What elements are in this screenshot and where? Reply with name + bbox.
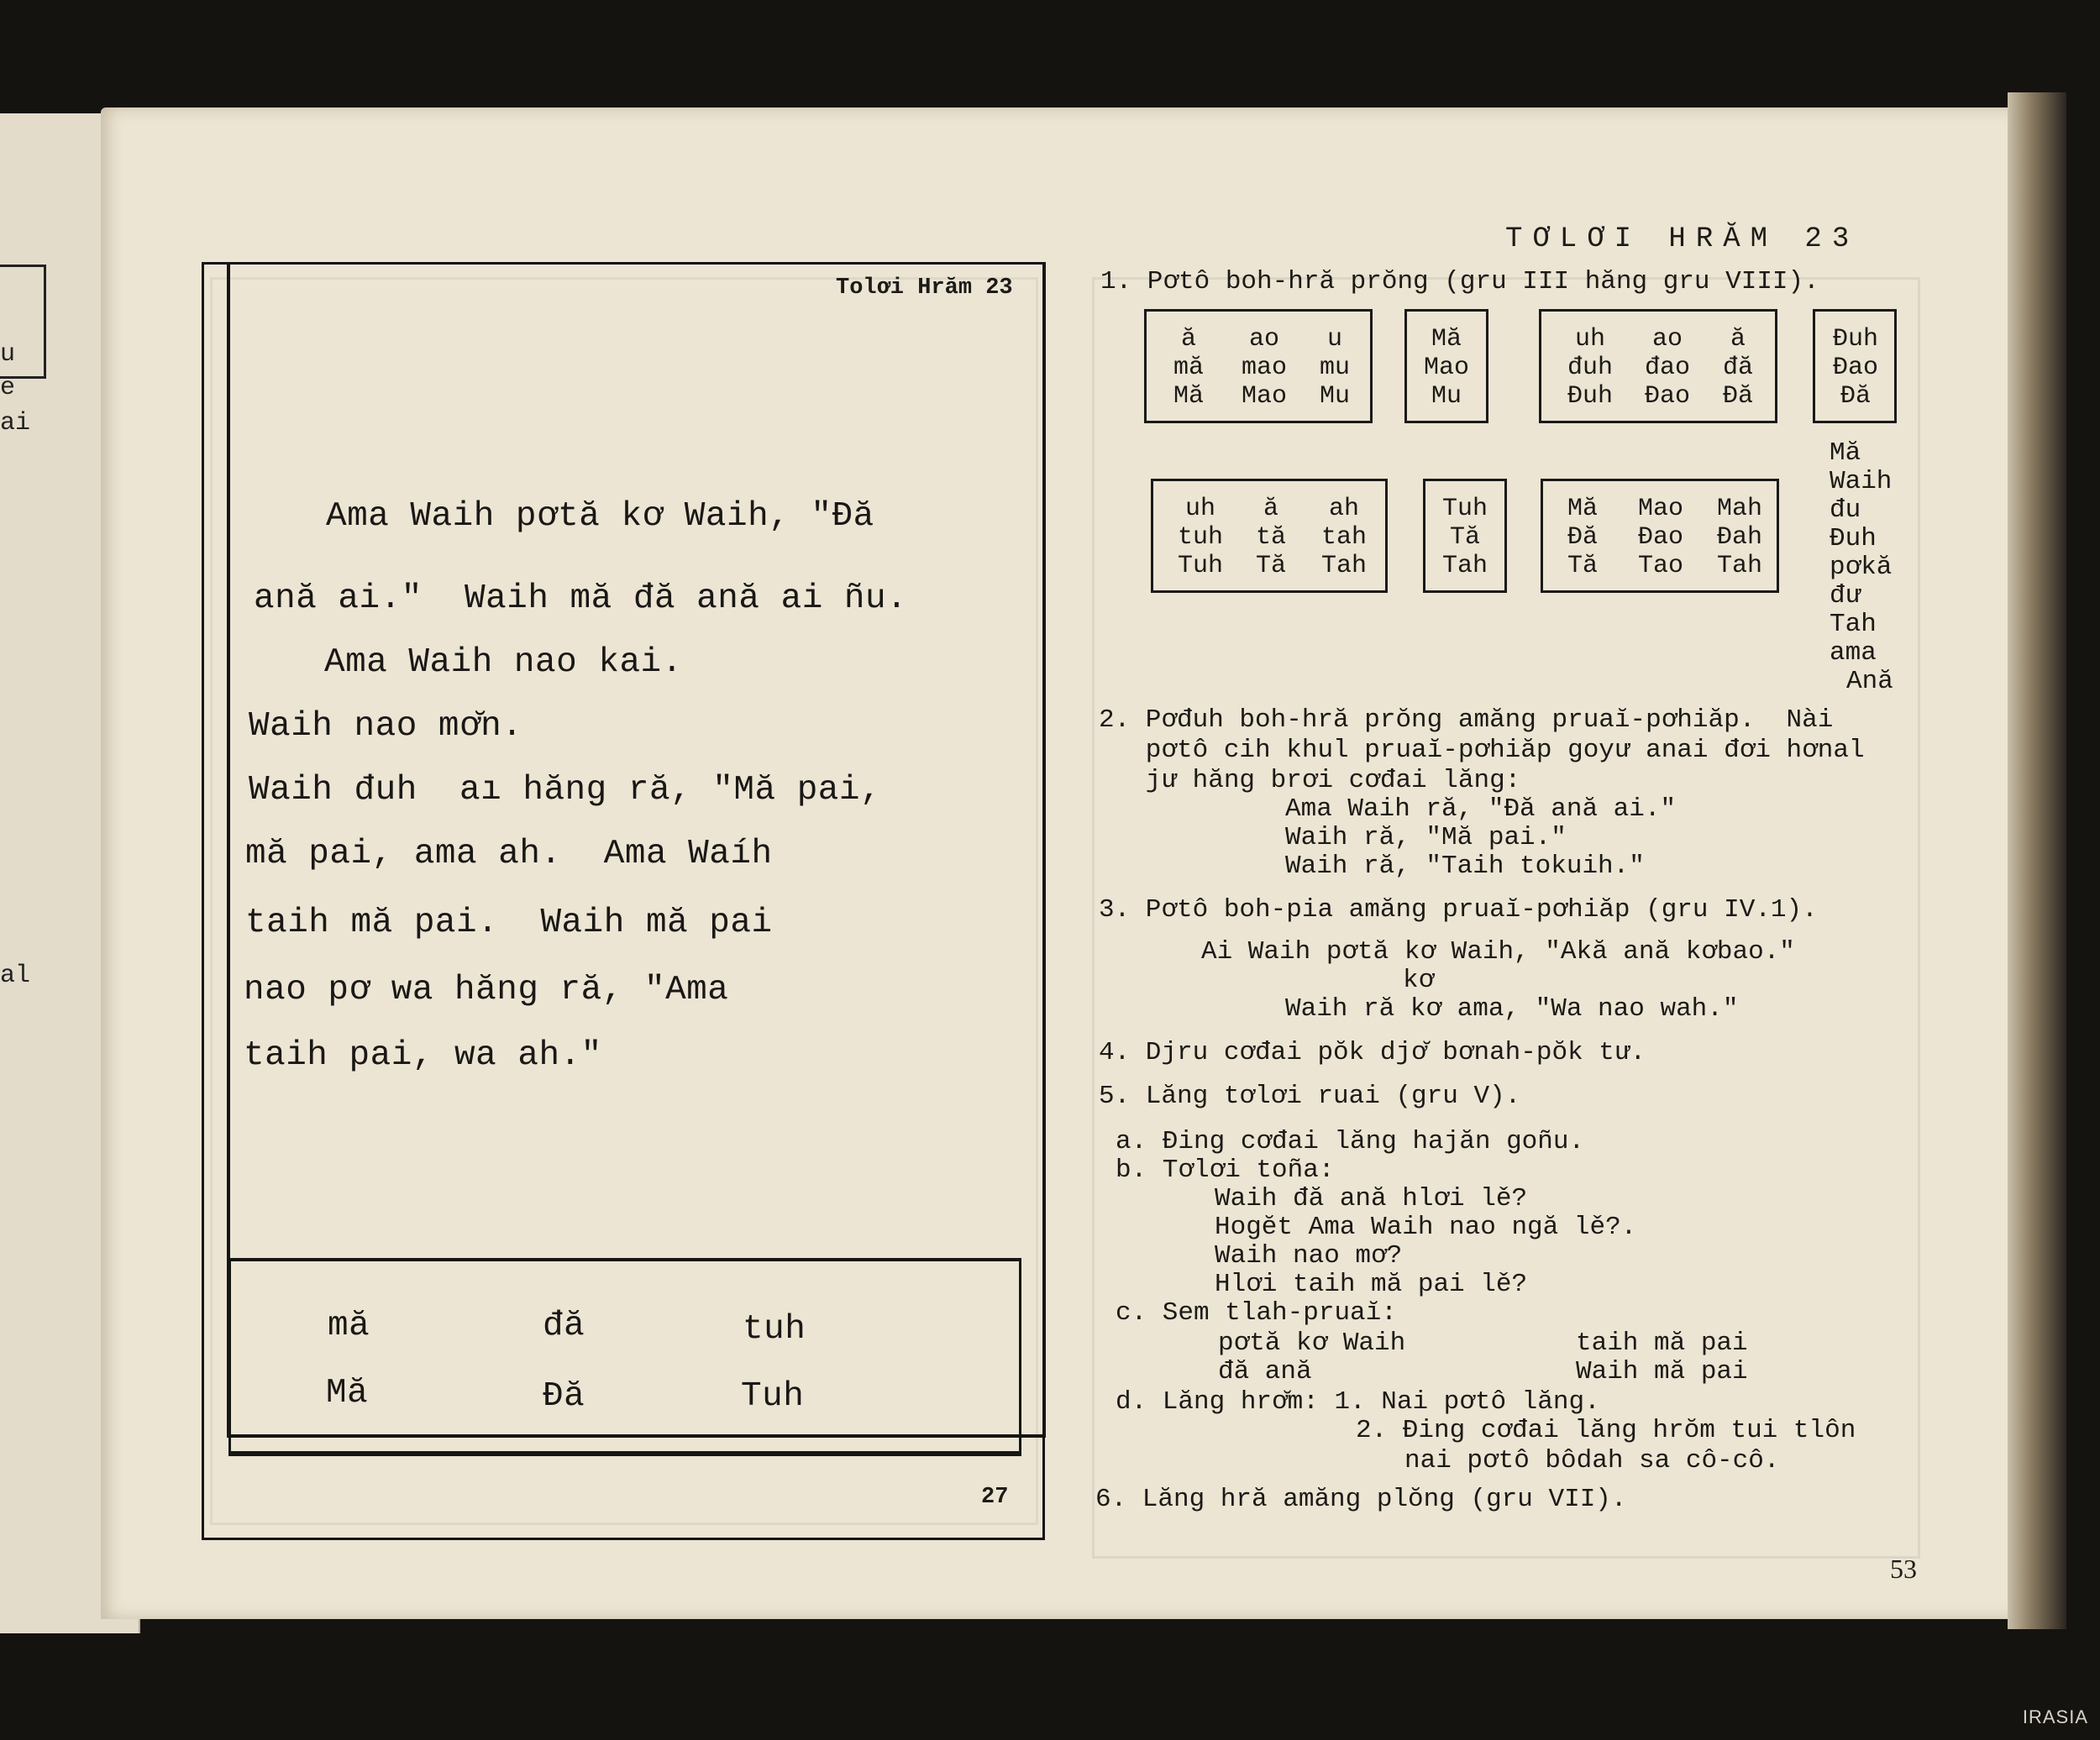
letter-cell: uh	[1184, 495, 1215, 523]
letter-cell: Đah	[1716, 523, 1762, 552]
letter-cell: Mah	[1716, 495, 1762, 523]
instruction-line: c. Sem tlah-pruaĭ:	[1116, 1298, 1397, 1328]
side-word: đư	[1830, 581, 1861, 611]
instruction-line: pơtă kơ Waih	[1218, 1329, 1406, 1358]
instruction-line: d. Lăng hrơ̆m: 1. Nai pơtô lăng.	[1116, 1387, 1600, 1417]
letter-box	[1541, 479, 1779, 593]
instruction-line: Waih ră, "Taih tokuih."	[1285, 852, 1645, 881]
instruction-line: Hogĕt Ama Waih nao ngă lě?.	[1215, 1213, 1637, 1242]
key-word: mă	[328, 1307, 370, 1345]
letter-cell: Đă	[1567, 523, 1598, 552]
story-line: mă pai, ama ah. Ama Waíh	[245, 835, 773, 873]
letter-cell: Tah	[1716, 552, 1762, 580]
key-word: Tuh	[741, 1377, 805, 1416]
key-words-box	[228, 1258, 1021, 1456]
story-line: ană ai." Waih mă đă ană ai ñu.	[254, 579, 908, 618]
letter-cell: ă	[1180, 325, 1196, 354]
side-word: pơkă	[1830, 553, 1893, 582]
story-line: taih mă pai. Waih mă pai	[245, 904, 773, 942]
letter-cell: Tuh	[1441, 495, 1488, 523]
letter-cell: Tă	[1449, 523, 1480, 552]
left-page-number: 27	[981, 1485, 1009, 1510]
watermark: IRASIA	[2022, 1706, 2088, 1727]
facing-text: ai	[0, 409, 31, 438]
side-word: Tah	[1830, 610, 1877, 639]
letter-cell: Mu	[1431, 382, 1462, 411]
letter-cell: mu	[1319, 354, 1350, 382]
instruction-line: 2. Pơđuh boh-hră prŏng amăng pruaĭ-pơhiăp. Nài	[1099, 705, 1834, 735]
page-stack-edge	[2008, 92, 2066, 1629]
letter-cell: Mao	[1637, 495, 1683, 523]
instruction-line: a. Đing cơđai lăng hajăn goñu.	[1116, 1127, 1585, 1156]
instruction-line: pơtô cih khul pruaĭ-pơhiăp goyư anai đơi hơnal	[1099, 736, 1865, 765]
facing-text: al	[0, 962, 31, 990]
letter-cell: Đao	[1637, 523, 1683, 552]
side-word: Waih	[1830, 467, 1893, 496]
story-line: taih pai, wa ah."	[244, 1036, 602, 1075]
key-word: Đă	[543, 1377, 585, 1416]
letter-cell: đă	[1722, 354, 1753, 382]
letter-box	[1144, 309, 1373, 423]
letter-cell: Đuh	[1567, 382, 1613, 411]
letter-cell: Mă	[1173, 382, 1204, 411]
letter-cell: uh	[1574, 325, 1605, 354]
letter-box	[1404, 309, 1488, 423]
letter-cell: đao	[1644, 354, 1690, 382]
letter-cell: mă	[1173, 354, 1204, 382]
key-word: đă	[543, 1307, 585, 1345]
letter-cell: tă	[1255, 523, 1286, 552]
letter-cell: Mao	[1241, 382, 1287, 411]
letter-cell: u	[1326, 325, 1342, 354]
lesson-header: TƠLƠI HRĂM 23	[1505, 223, 1860, 255]
story-line: Ama Waih nao kai.	[324, 643, 683, 682]
story-line: Ama Waih pơtă kơ Waih, "Đă	[326, 497, 874, 536]
letter-cell: ao	[1651, 325, 1683, 354]
letter-cell: Tah	[1441, 552, 1488, 580]
instruction-line: 3. Pơtô boh-pia amăng pruaĭ-pơhiăp (gru IV.1).	[1099, 895, 1818, 925]
instruction-line: 5. Lăng tơlơi ruai (gru V).	[1099, 1082, 1521, 1111]
instruction-line: đă ană	[1218, 1357, 1312, 1386]
instruction-line: Waih mă pai	[1576, 1357, 1748, 1386]
letter-cell: Mao	[1423, 354, 1469, 382]
instruction-line: 4. Djru cơđai pŏk djơ̆ bơnah-pŏk tư.	[1099, 1038, 1646, 1067]
right-page-number: 53	[1890, 1554, 1917, 1584]
instruction-line: Ai Waih pơtă kơ Waih, "Akă ană kơbao."	[1201, 937, 1795, 967]
side-word: Ană	[1846, 667, 1893, 696]
story-line: Waih đuh aı hăng ră, "Mă pai,	[249, 771, 882, 810]
letter-cell: Tă	[1255, 552, 1286, 580]
letter-cell: mao	[1241, 354, 1287, 382]
side-word: đu	[1830, 495, 1861, 525]
letter-cell: Tah	[1320, 552, 1367, 580]
letter-cell: Mu	[1319, 382, 1350, 411]
letter-cell: Tă	[1567, 552, 1598, 580]
instruction-line: kơ	[1403, 966, 1435, 995]
facing-text: e	[0, 374, 16, 402]
letter-cell: tuh	[1177, 523, 1223, 552]
instruction-line: nai pơtô bôdah sa cô-cô.	[1404, 1446, 1780, 1475]
instruction-line: Waih ră, "Mă pai."	[1285, 823, 1567, 852]
instruction-item-1: 1. Pơtô boh-hră prŏng (gru III hăng gru VIII).	[1100, 267, 1819, 296]
letter-cell: tah	[1320, 523, 1367, 552]
instruction-line: Ama Waih ră, "Đă ană ai."	[1285, 794, 1677, 824]
key-word: Mă	[326, 1374, 369, 1412]
instruction-line: Waih ră kơ ama, "Wa nao wah."	[1285, 994, 1739, 1024]
instruction-line: 2. Đing cơđai lăng hrŏm tui tlôn	[1356, 1416, 1856, 1445]
instruction-line: Waih nao mơ?	[1215, 1241, 1403, 1271]
letter-cell: Đao	[1644, 382, 1690, 411]
letter-box	[1813, 309, 1897, 423]
letter-box	[1539, 309, 1777, 423]
letter-cell: ao	[1248, 325, 1279, 354]
letter-cell: ah	[1328, 495, 1359, 523]
letter-cell: Tao	[1637, 552, 1683, 580]
instruction-line: 6. Lăng hră amăng plŏng (gru VII).	[1095, 1485, 1627, 1514]
instruction-line: taih mă pai	[1576, 1329, 1748, 1358]
instruction-line: Waih đă ană hlơi lě?	[1215, 1184, 1528, 1213]
letter-cell: Mă	[1567, 495, 1598, 523]
instruction-line: jư hăng brơi cơđai lăng:	[1099, 766, 1521, 795]
key-word: tuh	[743, 1310, 806, 1349]
side-word: ama	[1830, 638, 1877, 668]
lesson-header-small: Tolơi Hrăm 23	[836, 275, 1013, 301]
story-line: nao pơ wa hăng ră, "Ama	[244, 971, 729, 1009]
letter-cell: ă	[1263, 495, 1278, 523]
letter-cell: ă	[1730, 325, 1746, 354]
instruction-line: Hlơi taih mă pai lě?	[1215, 1270, 1528, 1299]
letter-cell: Đă	[1722, 382, 1753, 411]
letter-cell: Đuh	[1832, 325, 1878, 354]
facing-text: u	[0, 340, 16, 369]
letter-box	[1423, 479, 1507, 593]
side-word: Mă	[1830, 438, 1861, 468]
letter-cell: Mă	[1431, 325, 1462, 354]
letter-box	[1151, 479, 1388, 593]
side-word: Đuh	[1830, 524, 1877, 553]
instruction-line: b. Tơlơi toña:	[1116, 1156, 1335, 1185]
story-line: Waih nao mơ̆n.	[249, 707, 523, 746]
letter-cell: Tuh	[1177, 552, 1223, 580]
letter-cell: đuh	[1567, 354, 1613, 382]
letter-cell: Đao	[1832, 354, 1878, 382]
letter-cell: Đă	[1840, 382, 1871, 411]
